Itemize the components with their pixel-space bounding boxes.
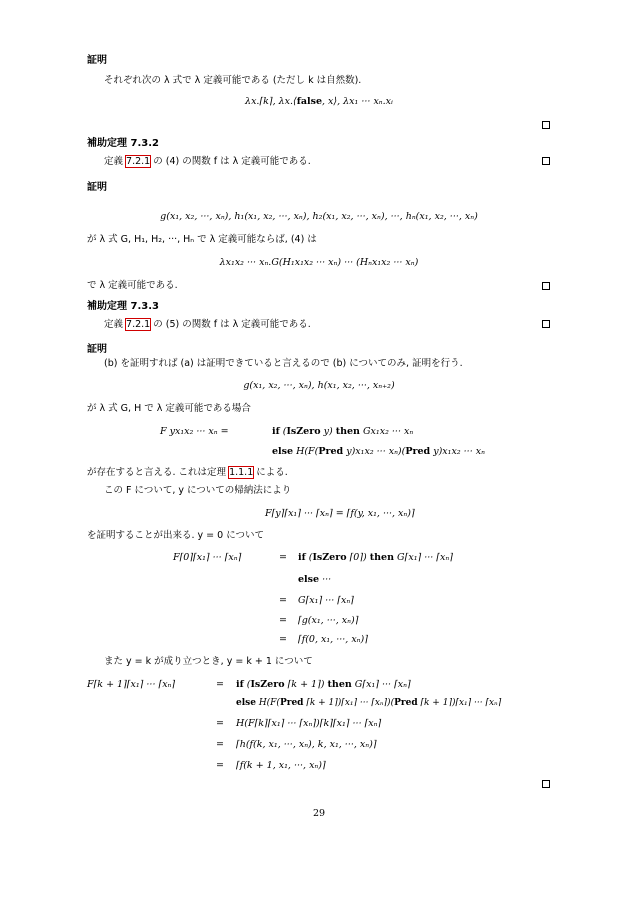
align-rhs: if (IsZero ⌈0⌉) then G⌈x₁⌉ ··· ⌈xₙ⌉ bbox=[298, 552, 453, 563]
align-rhs: ⌈g(x₁, ···, xₙ)⌉ bbox=[298, 615, 359, 626]
align-rhs: if (IsZero ⌈k + 1⌉) then G⌈x₁⌉ ··· ⌈xₙ⌉ bbox=[236, 679, 411, 690]
equation-rhs: else H(F(Pred y)x₁x₂ ··· xₙ)(Pred y)x₁x₂ ··· xₙ bbox=[272, 446, 485, 457]
proof-text: が λ 式 G, H で λ 定義可能である場合 bbox=[87, 403, 251, 414]
proof-text: それぞれ次の λ 式で λ 定義可能である (ただし k は自然数). bbox=[104, 75, 362, 86]
equation: F⌈y⌉⌈x₁⌉ ··· ⌈xₙ⌉ = ⌈f(y, x₁, ···, xₙ)⌉ bbox=[265, 508, 415, 519]
equation: g(x₁, x₂, ···, xₙ), h(x₁, x₂, ···, xₙ₊₂) bbox=[243, 380, 395, 391]
lemma-heading: 補助定理 7.3.2 bbox=[87, 138, 159, 149]
proof-text bbox=[87, 468, 288, 478]
align-rhs: H(F⌈k⌉⌈x₁⌉ ··· ⌈xₙ⌉)⌈k⌉⌈x₁⌉ ··· ⌈xₙ⌉ bbox=[236, 718, 382, 729]
qed-box bbox=[542, 121, 550, 129]
lemma-statement bbox=[104, 320, 311, 330]
definition-link[interactable]: 7.2.1 bbox=[126, 156, 151, 167]
lemma-post: の (5) の関数 f は λ 定義可能である. bbox=[150, 319, 311, 330]
lemma-heading: 補助定理 7.3.3 bbox=[87, 301, 159, 312]
proof-text: また y = k が成り立つとき, y = k + 1 について bbox=[104, 656, 313, 667]
align-eq: = bbox=[216, 679, 224, 690]
align-rhs: else ··· bbox=[298, 574, 332, 585]
align-rhs: ⌈f(k + 1, x₁, ···, xₙ)⌉ bbox=[236, 760, 326, 771]
equation-rhs: if (IsZero y) then Gx₁x₂ ··· xₙ bbox=[272, 426, 414, 437]
lemma-statement bbox=[104, 157, 311, 167]
align-lhs: F⌈k + 1⌉⌈x₁⌉ ··· ⌈xₙ⌉ bbox=[87, 679, 176, 690]
lemma-pre: 定義 bbox=[104, 319, 127, 330]
proof-text: を証明することが出来る. y = 0 について bbox=[87, 530, 265, 541]
theorem-link[interactable]: 1.1.1 bbox=[229, 467, 254, 478]
qed-box bbox=[542, 780, 550, 788]
align-eq: = bbox=[279, 552, 287, 563]
lemma-post: の (4) の関数 f は λ 定義可能である. bbox=[150, 156, 311, 167]
lemma-pre: 定義 bbox=[104, 156, 127, 167]
page-number: 29 bbox=[312, 808, 326, 819]
proof-heading: 証明 bbox=[87, 344, 107, 355]
align-eq: = bbox=[279, 595, 287, 606]
equation: λx.⌈k⌉, λx.⟨false, x⟩, λx₁ ··· xₙ.xᵢ bbox=[245, 96, 393, 107]
align-rhs: G⌈x₁⌉ ··· ⌈xₙ⌉ bbox=[298, 595, 354, 606]
proof-text: (b) を証明すれば (a) は証明できていると言えるので (b) についてのみ, 証明を行う. bbox=[104, 358, 463, 369]
text-pre: が存在すると言える. これは定理 bbox=[87, 467, 230, 478]
qed-box bbox=[542, 320, 550, 328]
align-rhs: else H(F(Pred ⌈k + 1⌉)⌈x₁⌉ ··· ⌈xₙ⌉)(Pred ⌈k + 1⌉)⌈x₁⌉ ··· ⌈xₙ⌉ bbox=[236, 698, 502, 708]
proof-text: この F について, y についての帰納法により bbox=[104, 485, 292, 496]
qed-box bbox=[542, 282, 550, 290]
text-post: による. bbox=[253, 467, 288, 478]
proof-heading: 証明 bbox=[87, 182, 107, 193]
align-rhs: ⌈f(0, x₁, ···, xₙ)⌉ bbox=[298, 634, 368, 645]
proof-heading: 証明 bbox=[87, 55, 107, 66]
align-rhs: ⌈h(f(k, x₁, ···, xₙ), k, x₁, ···, xₙ)⌉ bbox=[236, 739, 377, 750]
definition-link[interactable]: 7.2.1 bbox=[126, 319, 151, 330]
align-eq: = bbox=[279, 634, 287, 645]
align-eq: = bbox=[216, 739, 224, 750]
align-lhs: F⌈0⌉⌈x₁⌉ ··· ⌈xₙ⌉ bbox=[173, 552, 242, 563]
proof-text: が λ 式 G, H₁, H₂, ···, Hₙ で λ 定義可能ならば, (4) は bbox=[87, 234, 317, 245]
align-eq: = bbox=[216, 760, 224, 771]
equation: λx₁x₂ ··· xₙ.G(H₁x₁x₂ ··· xₙ) ··· (Hₙx₁x₂ ··· xₙ) bbox=[219, 257, 419, 268]
equation: g(x₁, x₂, ···, xₙ), h₁(x₁, x₂, ···, xₙ), h₂(x₁, x₂, ···, xₙ), ···, hₙ(x₁, x₂, ···, xₙ) bbox=[160, 211, 478, 222]
equation-lhs: F yx₁x₂ ··· xₙ = bbox=[160, 426, 229, 437]
qed-box bbox=[542, 157, 550, 165]
align-eq: = bbox=[216, 718, 224, 729]
proof-text: で λ 定義可能である. bbox=[87, 280, 178, 291]
align-eq: = bbox=[279, 615, 287, 626]
